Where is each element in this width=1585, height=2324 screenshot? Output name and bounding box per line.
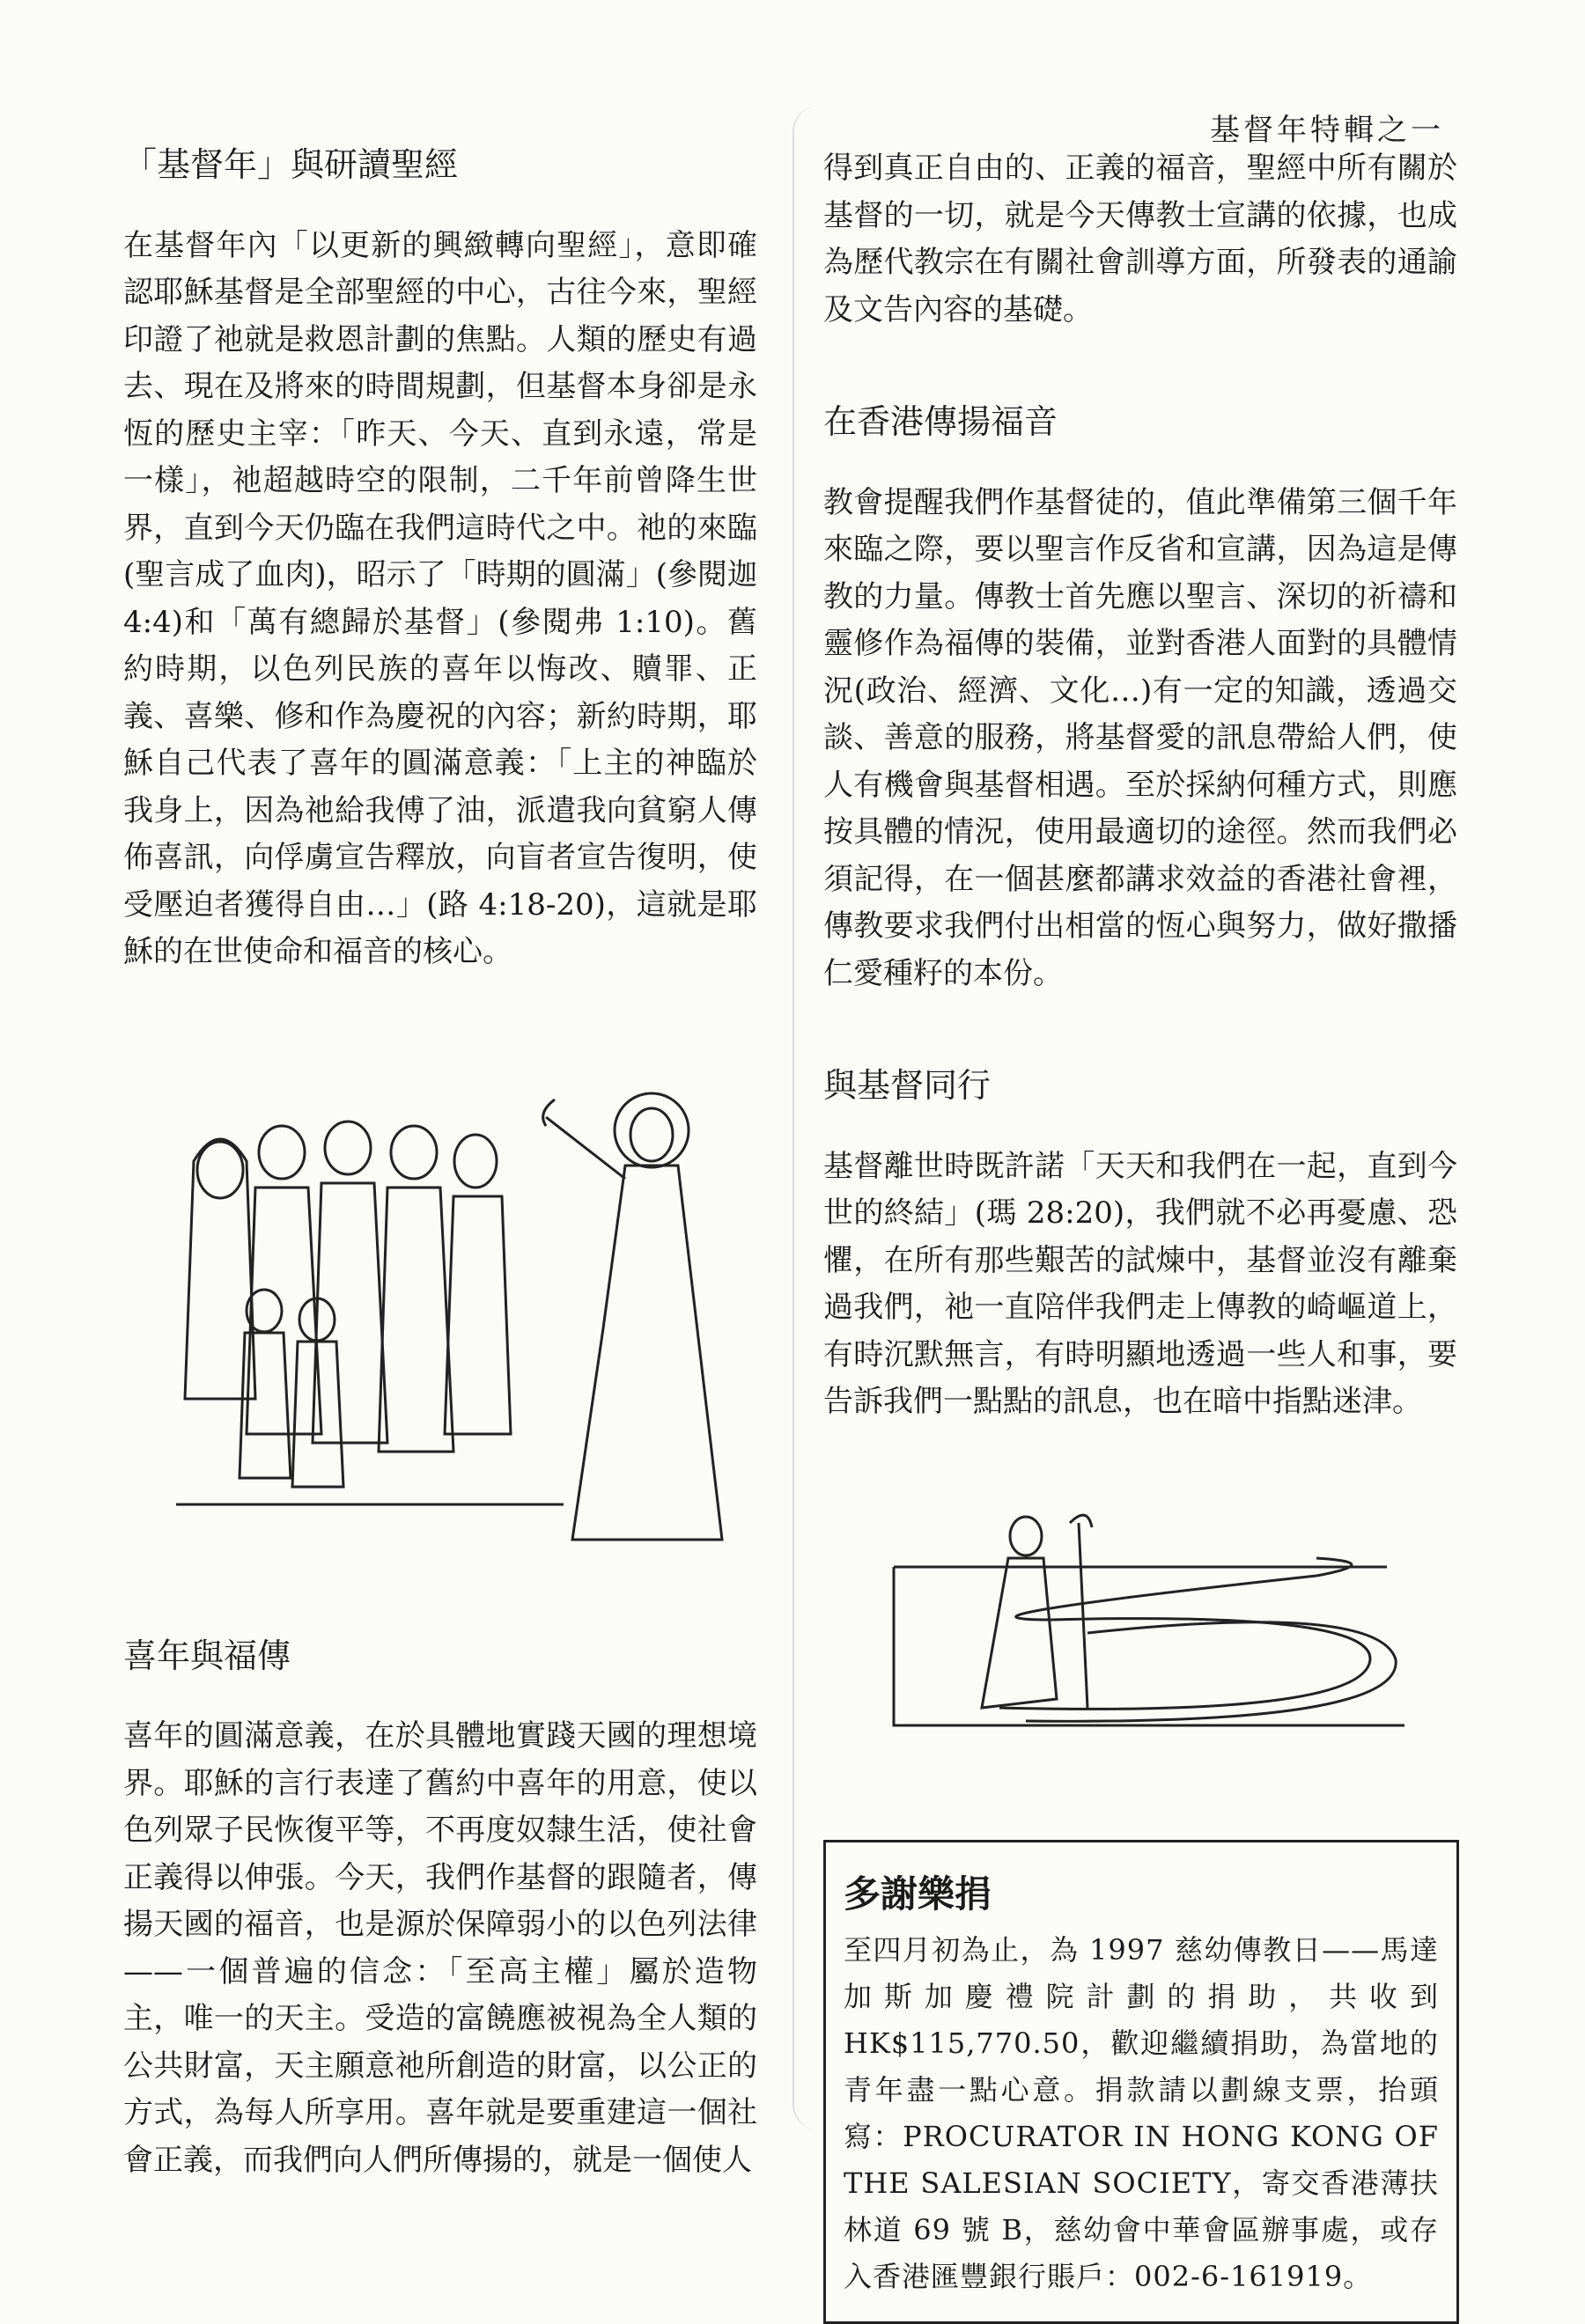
section-body-hongkong: 教會提醒我們作基督徒的，值此準備第三個千年來臨之際，要以聖言作反省和宣講，因為這是傳教的力量。傳教士首先應以聖言、深切的祈禱和靈修作為福傳的裝備，並對香港人面對的具體情況(政治、經濟、文化…)有一定的知識，透過交談、善意的服務，將基督愛的訊息帶給人們，使人有機會與基督相遇。至於採納何種方式，則應按具體的情況，使用最適切的途徑。然而我們必須記得，在一個甚麼都講求效益的香港社會裡，傳教要求我們付出相當的恆心與努力，做好撒播仁愛種籽的本份。 xyxy=(823,484,1457,991)
section-title-walk-with-christ: 與基督同行 xyxy=(823,1066,992,1106)
section-body-jubilee: 喜年的圓滿意義，在於具體地實踐天國的理想境界。耶穌的言行表達了舊約中喜年的用意，使以色列眾子民恢復平等，不再度奴隸生活，使社會正義得以伸張。今天，我們作基督的跟隨者，傳揚天國的福音，也是源於保障弱小的以色列法律——一個普遍的信念：「至高主權」屬於造物主，唯一的天主。受造的富饒應被視為全人類的公共財富，天主願意祂所創造的財富，以公正的方式，為每人所享用。喜年就是要重建這一個社會正義，而我們向人們所傳揚的，就是一個使人 xyxy=(123,1718,757,2178)
pilgrim-path-illustration xyxy=(823,1488,1457,1787)
left-column xyxy=(123,145,757,2184)
decorative-margin-arc xyxy=(792,106,821,2130)
section-title-bible: 「基督年」與研讀聖經 xyxy=(123,145,459,184)
section-body-walk-with-christ: 基督離世時既許諾「天天和我們在一起，直到今世的終結」(瑪 28:20)，我們就不必再憂慮、恐懼，在所有那些艱苦的試煉中，基督並沒有離棄過我們，祂一直陪伴我們走上傳教的崎嶇道上，有時沉默無言，有時明顯地透過一些人和事，要告訴我們一點點的訊息，也在暗中指點迷津。 xyxy=(823,1148,1457,1420)
right-column xyxy=(823,145,1457,2324)
donation-title: 多謝樂捐 xyxy=(844,1872,992,1916)
section-title-hongkong: 在香港傳揚福音 xyxy=(823,402,1058,441)
section-title-jubilee: 喜年與福傳 xyxy=(123,1636,291,1675)
section-body-bible: 在基督年內「以更新的興緻轉向聖經」，意即確認耶穌基督是全部聖經的中心，古往今來，聖經印證了祂就是救恩計劃的焦點。人類的歷史有過去、現在及將來的時間規劃，但基督本身卻是永恆的歷史主宰：「昨天、今天、直到永遠，常是一樣」，祂超越時空的限制，二千年前曾降生世界，直到今天仍臨在我們這時代之中。祂的來臨(聖言成了血肉)，昭示了「時期的圓滿」(參閱迦 4:4)和「萬有總歸於基督」(參閱弗 1:10)。舊約時期，以色列民族的喜年以悔改、贖罪、正義、喜樂、修和作為慶祝的內容；新約時期，耶穌自己代表了喜年的圓滿意義：「上主的神臨於我身上，因為祂給我傅了油，派遣我向貧窮人傳佈喜訊，向俘虜宣告釋放，向盲者宣告復明，使受壓迫者獲得自由…」(路 4:18-20)，這就是耶穌的在世使命和福音的核心。 xyxy=(123,227,757,970)
jesus-preaching-illustration xyxy=(158,1064,757,1557)
donation-body: 至四月初為止，為 1997 慈幼傳教日——馬達加斯加慶禮院計劃的捐助，共收到 HK$115,770.50，歡迎繼續捐助，為當地的青年盡一點心意。捐款請以劃線支票，抬頭寫：PROCURATOR IN HONG KONG OF THE SALESIAN SOCIETY，寄交香港薄扶林道 69 號 B，慈幼會中華會區辦事處，或存入香港匯豐銀行賬戶：002-6-161919。 xyxy=(844,1932,1439,2293)
donation-notice-box xyxy=(823,1840,1459,2324)
continued-text: 得到真正自由的、正義的福音，聖經中所有關於基督的一切，就是今天傳教士宣講的依據，也成為歷代教宗在有關社會訓導方面，所發表的通諭及文告內容的基礎。 xyxy=(823,151,1457,327)
page-header: 基督年特輯之一 xyxy=(1210,113,1444,148)
